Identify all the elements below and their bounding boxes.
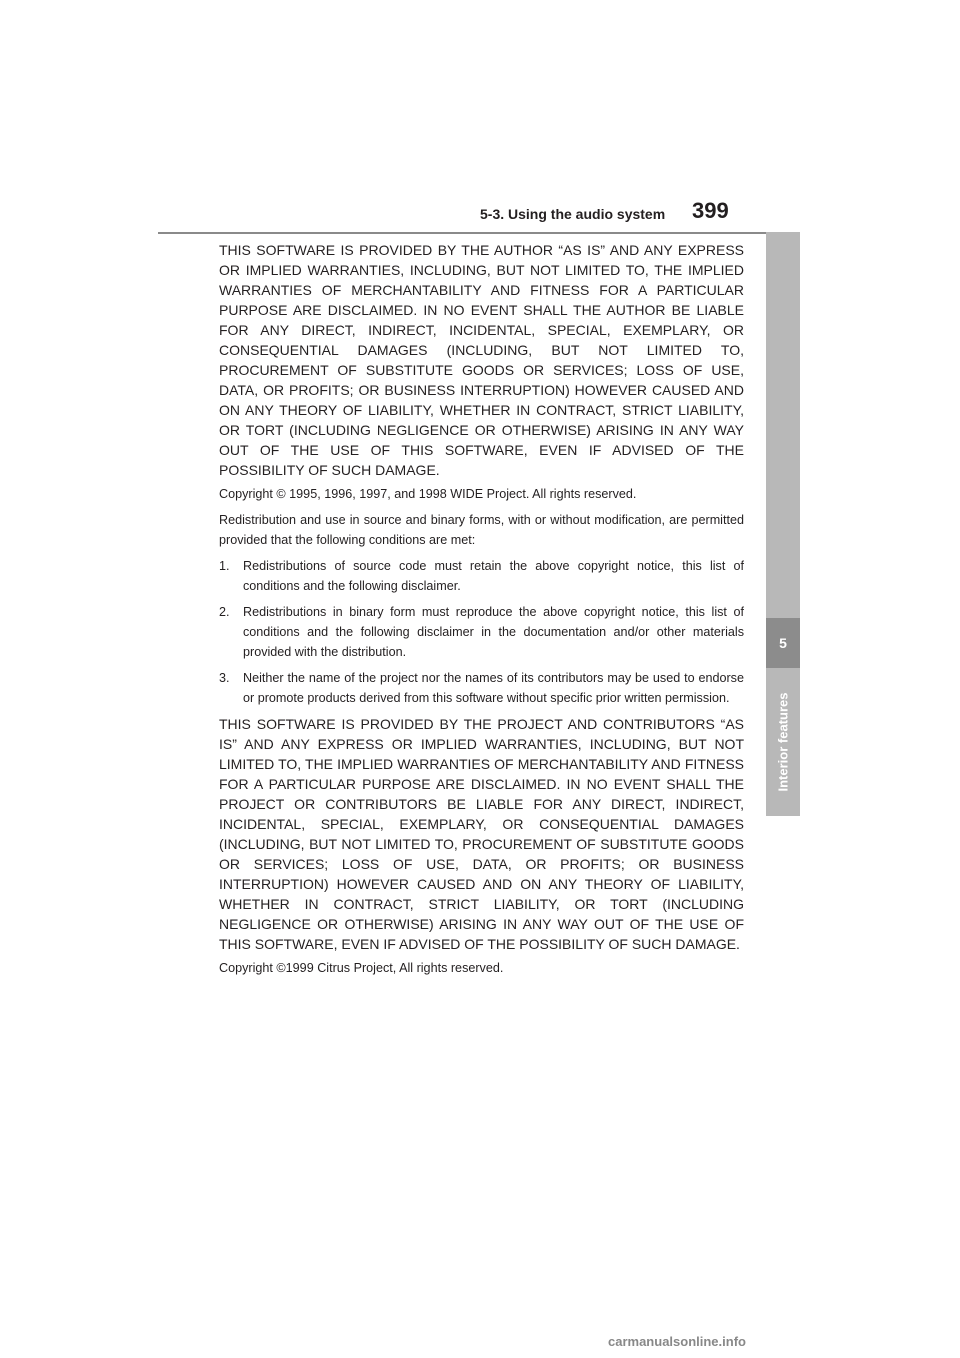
condition-number: 3. xyxy=(219,671,230,685)
disclaimer-paragraph-author: THIS SOFTWARE IS PROVIDED BY THE AUTHOR “AS IS” AND ANY EXPRESS OR IMPLIED WARRANTIES, INCLUDING, BUT NOT LIMITED TO, THE IMPLIED WARRANTIES OF MERCHANTABILITY AND FITNESS FOR A PARTICULAR PURPOSE ARE DISCLAIMED. IN NO EVENT SHALL THE AUTHOR BE LIABLE FOR ANY DIRECT, INDIRECT, INCIDENTAL, SPECIAL, EXEMPLARY, OR CONSEQUENTIAL DAMAGES (INCLUDING, BUT NOT LIMITED TO, PROCUREMENT OF SUBSTITUTE GOODS OR SERVICES; LOSS OF USE, DATA, OR PROFITS; OR BUSINESS INTERRUPTION) HOWEVER CAUSED AND ON ANY THEORY OF LIABILITY, WHETHER IN CONTRACT, STRICT LIABILITY, OR TORT (INCLUDING NEGLIGENCE OR OTHERWISE) ARISING IN ANY WAY OUT OF THE USE OF THIS SOFTWARE, EVEN IF ADVISED OF THE POSSIBILITY OF SUCH DAMAGE. xyxy=(219,242,744,478)
condition-text: Redistributions of source code must retain the above copyright notice, this list of conditions and the following disclaimer. xyxy=(243,559,744,593)
section-title: 5-3. Using the audio system xyxy=(480,206,666,222)
condition-text: Redistributions in binary form must reproduce the above copyright notice, this list of conditions and the following disclaimer in the documentation and/or other materials provided with the distribution. xyxy=(243,605,744,659)
conditions-list xyxy=(219,556,744,708)
condition-item xyxy=(219,602,744,662)
disclaimer-paragraph-project: THIS SOFTWARE IS PROVIDED BY THE PROJECT AND CONTRIBUTORS “AS IS” AND ANY EXPRESS OR IMPLIED WARRANTIES, INCLUDING, BUT NOT LIMITED TO, THE IMPLIED WARRANTIES OF MERCHANTABILITY AND FITNESS FOR A PARTICULAR PURPOSE ARE DISCLAIMED. IN NO EVENT SHALL THE PROJECT OR CONTRIBUTORS BE LIABLE FOR ANY DIRECT, INDIRECT, INCIDENTAL, SPECIAL, EXEMPLARY, OR CONSEQUENTIAL DAMAGES (INCLUDING, BUT NOT LIMITED TO, PROCUREMENT OF SUBSTITUTE GOODS OR SERVICES; LOSS OF USE, DATA, OR PROFITS; OR BUSINESS INTERRUPTION) HOWEVER CAUSED AND ON ANY THEORY OF LIABILITY, WHETHER IN CONTRACT, STRICT LIABILITY, OR TORT (INCLUDING NEGLIGENCE OR OTHERWISE) ARISING IN ANY WAY OUT OF THE USE OF THIS SOFTWARE, EVEN IF ADVISED OF THE POSSIBILITY OF SUCH DAMAGE. xyxy=(219,716,744,952)
condition-number: 2. xyxy=(219,605,230,619)
condition-item xyxy=(219,668,744,708)
condition-item xyxy=(219,556,744,596)
header-divider xyxy=(158,232,800,234)
page-number: 399 xyxy=(692,198,729,223)
chapter-number: 5 xyxy=(779,635,787,651)
watermark-logo: carmanualsonline.info xyxy=(608,1334,746,1349)
page-body xyxy=(219,240,744,984)
redistribution-intro: Redistribution and use in source and binary forms, with or without modification, are permitted provided that the following conditions are met: xyxy=(219,513,744,547)
condition-text: Neither the name of the project nor the names of its contributors may be used to endorse or promote products derived from this software without specific prior written permission. xyxy=(243,671,744,705)
chapter-label: Interior features xyxy=(775,692,791,792)
copyright-citrus-project: Copyright ©1999 Citrus Project, All rights reserved. xyxy=(219,961,504,975)
chapter-number-badge xyxy=(766,618,800,668)
condition-number: 1. xyxy=(219,559,230,573)
copyright-wide-project: Copyright © 1995, 1996, 1997, and 1998 WIDE Project. All rights reserved. xyxy=(219,487,637,501)
